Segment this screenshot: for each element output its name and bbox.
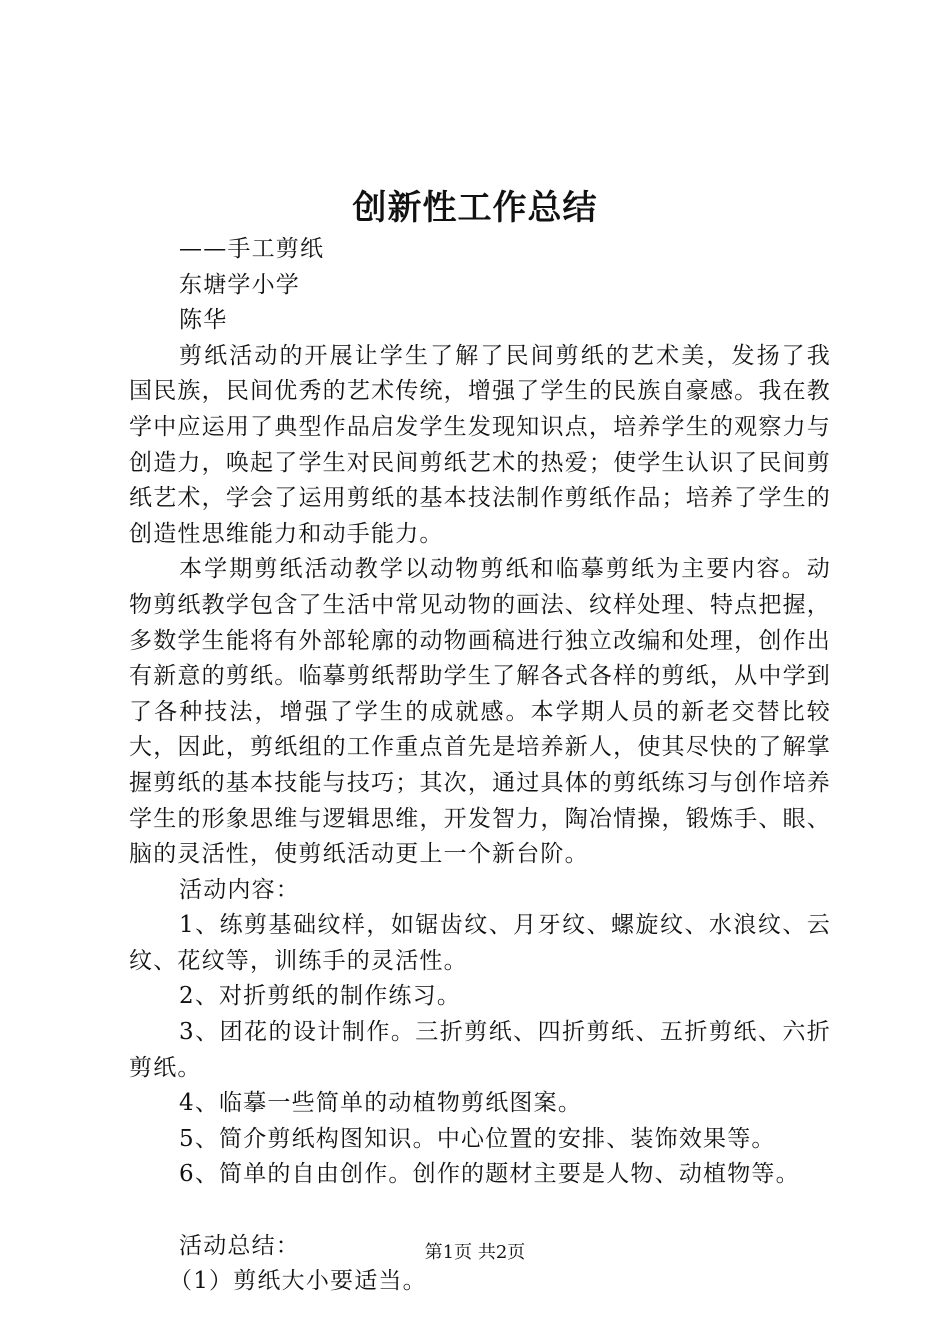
activity-item-4: 4、临摹一些简单的动植物剪纸图案。 (179, 1090, 583, 1117)
activity-item-1: 1、练剪基础纹样，如锯齿纹、月牙纹、螺旋纹、水浪纹、云纹、花纹等，训练手的灵活性。 (129, 912, 831, 974)
activity-item-2: 2、对折剪纸的制作练习。 (179, 983, 462, 1010)
document-title: 创新性工作总结 (352, 188, 598, 228)
document-body (129, 232, 831, 1300)
document-subtitle: ——手工剪纸 (179, 236, 325, 262)
paragraph-1: 剪纸活动的开展让学生了解了民间剪纸的艺术美，发扬了我国民族，民间优秀的艺术传统，增强了学生的民族自豪感。我在教学中应运用了典型作品启发学生发现知识点，培养学生的观察力与创造力，唤起了学生对民间剪纸艺术的热爱；使学生认识了民间剪纸艺术，学会了运用剪纸的基本技法制作剪纸作品；培养了学生的创造性思维能力和动手能力。 (129, 342, 831, 547)
author-name: 陈华 (179, 307, 228, 334)
summary-heading: 活动总结： (179, 1232, 300, 1259)
activity-item-5: 5、简介剪纸构图知识。中心位置的安排、装饰效果等。 (179, 1125, 776, 1152)
activities-heading: 活动内容： (179, 876, 300, 903)
blank-line (129, 1193, 831, 1229)
activity-item-6: 6、简单的自由创作。创作的题材主要是人物、动植物等。 (179, 1161, 800, 1188)
school-name: 东塘学小学 (179, 271, 300, 298)
paragraph-2: 本学期剪纸活动教学以动物剪纸和临摹剪纸为主要内容。动物剪纸教学包含了生活中常见动物的画法、纹样处理、特点把握，多数学生能将有外部轮廓的动物画稿进行独立改编和处理，创作出有新意的剪纸。临摹剪纸帮助学生了解各式各样的剪纸，从中学到了各种技法，增强了学生的成就感。本学期人员的新老交替比较大，因此，剪纸组的工作重点首先是培养新人，使其尽快的了解掌握剪纸的基本技能与技巧；其次，通过具体的剪纸练习与创作培养学生的形象思维与逻辑思维，开发智力，陶冶情操，锻炼手、眼、脑的灵活性，使剪纸活动更上一个新台阶。 (129, 556, 831, 868)
page-number-footer: 第1页 共2页 (424, 1242, 526, 1263)
activity-item-3: 3、团花的设计制作。三折剪纸、四折剪纸、五折剪纸、六折剪纸。 (129, 1019, 831, 1081)
summary-item-1: （1）剪纸大小要适当。 (169, 1268, 427, 1295)
